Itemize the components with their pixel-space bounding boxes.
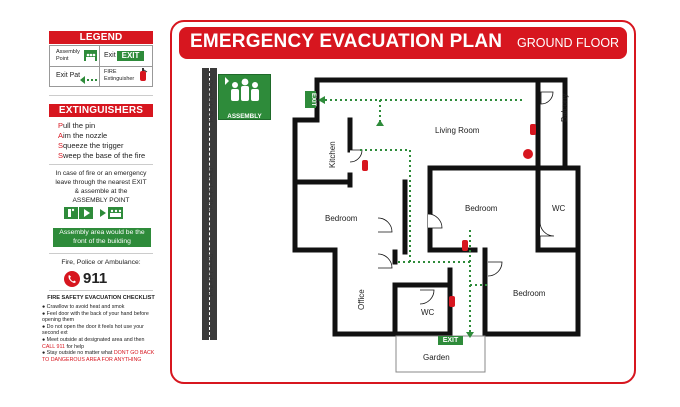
pass-step: Sweep the base of the fire	[58, 151, 146, 160]
pass-step: Pull the pin	[58, 121, 96, 130]
legend-header: LEGEND	[49, 31, 153, 44]
room-bedroom-left: Bedroom	[325, 214, 358, 223]
room-kitchen: Kitchen	[328, 141, 337, 168]
checklist-item: ● Do not open the door it feels hot use your second ext	[42, 323, 144, 337]
pass-step: Aim the nozzle	[58, 131, 108, 140]
exit-sign: EXIT	[305, 91, 316, 108]
legend-fire-label: FIRE	[104, 69, 117, 75]
room-living: Living Room	[435, 126, 480, 135]
checklist-item: ● Feel door with the back of your hand before opening them	[42, 310, 149, 324]
legend-exit-label: Exit	[104, 52, 116, 59]
emergency-number: 911	[83, 270, 108, 287]
room-wc-right: WC	[552, 204, 566, 213]
pass-step: Squeeze the trigger	[58, 141, 124, 150]
room-bedroom-center: Bedroom	[465, 204, 498, 213]
legend-exit-sign: EXIT	[117, 51, 144, 61]
checklist-item: ● Stay outside no matter what DONT GO BACK TO DANGEROUS AREA FOR ANYTHING	[42, 350, 155, 363]
extinguishers-header: EXTINGUISHERS	[49, 104, 153, 117]
floor-label: GROUND FLOOR	[517, 36, 620, 50]
checklist-item: ● Meet outside at designated area and then CALL 911 for help	[42, 336, 145, 350]
legend-exit-path-label: Exit Pat	[56, 72, 81, 79]
checklist-title: FIRE SAFETY EVACUATION CHECKLIST	[47, 295, 155, 301]
legend-extinguisher-label: Extinguisher	[104, 76, 135, 82]
instructions-text: In case of fire or an emergency leave through the nearest EXIT & assemble at the ASSEMBLY POINT	[55, 170, 147, 204]
checklist-item: ● Crawllow to avoid heat and smok	[42, 304, 125, 310]
street-label: Dinner Lake Blvd	[207, 254, 213, 296]
room-office: Office	[357, 289, 366, 310]
room-bedroom-right: Bedroom	[513, 289, 546, 298]
emergency-label: Fire, Police or Ambulance:	[61, 259, 141, 266]
street-label: Dinner Lake Blvd	[207, 80, 213, 122]
assembly-point-text: ASSEMBLY POINT	[227, 113, 262, 129]
room-wc-bottom: WC	[421, 308, 435, 317]
room-balcony: Balcony	[560, 93, 569, 122]
legend-assembly-label: Assembly Point	[56, 49, 80, 62]
plan-title: EMERGENCY EVACUATION PLAN	[190, 31, 503, 52]
assembly-note: Assembly area would be the front of the building	[53, 228, 151, 247]
exit-sign: EXIT	[438, 336, 463, 345]
room-garden: Garden	[423, 353, 450, 362]
street-label: Dinner Lake Blvd	[207, 168, 213, 210]
